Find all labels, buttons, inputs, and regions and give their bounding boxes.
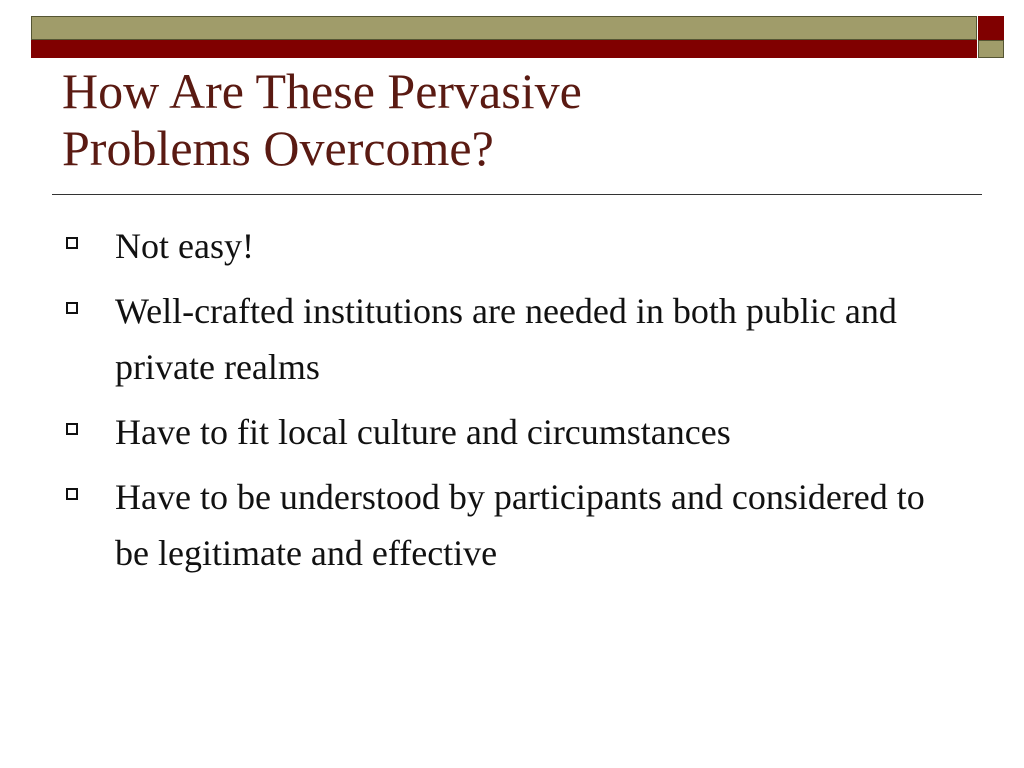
slide-title-line-2: Problems Overcome? (62, 120, 494, 176)
bullet-text: Have to be understood by participants and considered to be legitimate and effective (115, 477, 925, 573)
bullet-item (66, 283, 946, 395)
header-maroon-bar (31, 40, 977, 58)
bullet-text: Not easy! (115, 226, 254, 266)
bullet-item (66, 469, 946, 581)
header-olive-square (978, 40, 1004, 58)
header-olive-bar (31, 16, 977, 40)
slide-title (62, 63, 962, 177)
bullet-item (66, 404, 946, 460)
square-bullet-icon (66, 302, 78, 314)
bullet-list (66, 218, 946, 590)
square-bullet-icon (66, 488, 78, 500)
header-maroon-square (978, 16, 1004, 40)
bullet-text: Well-crafted institutions are needed in both public and private realms (115, 291, 897, 387)
square-bullet-icon (66, 237, 78, 249)
bullet-item (66, 218, 946, 274)
title-divider (52, 194, 982, 195)
bullet-text: Have to fit local culture and circumstances (115, 412, 731, 452)
square-bullet-icon (66, 423, 78, 435)
slide-title-line-1: How Are These Pervasive (62, 63, 582, 119)
